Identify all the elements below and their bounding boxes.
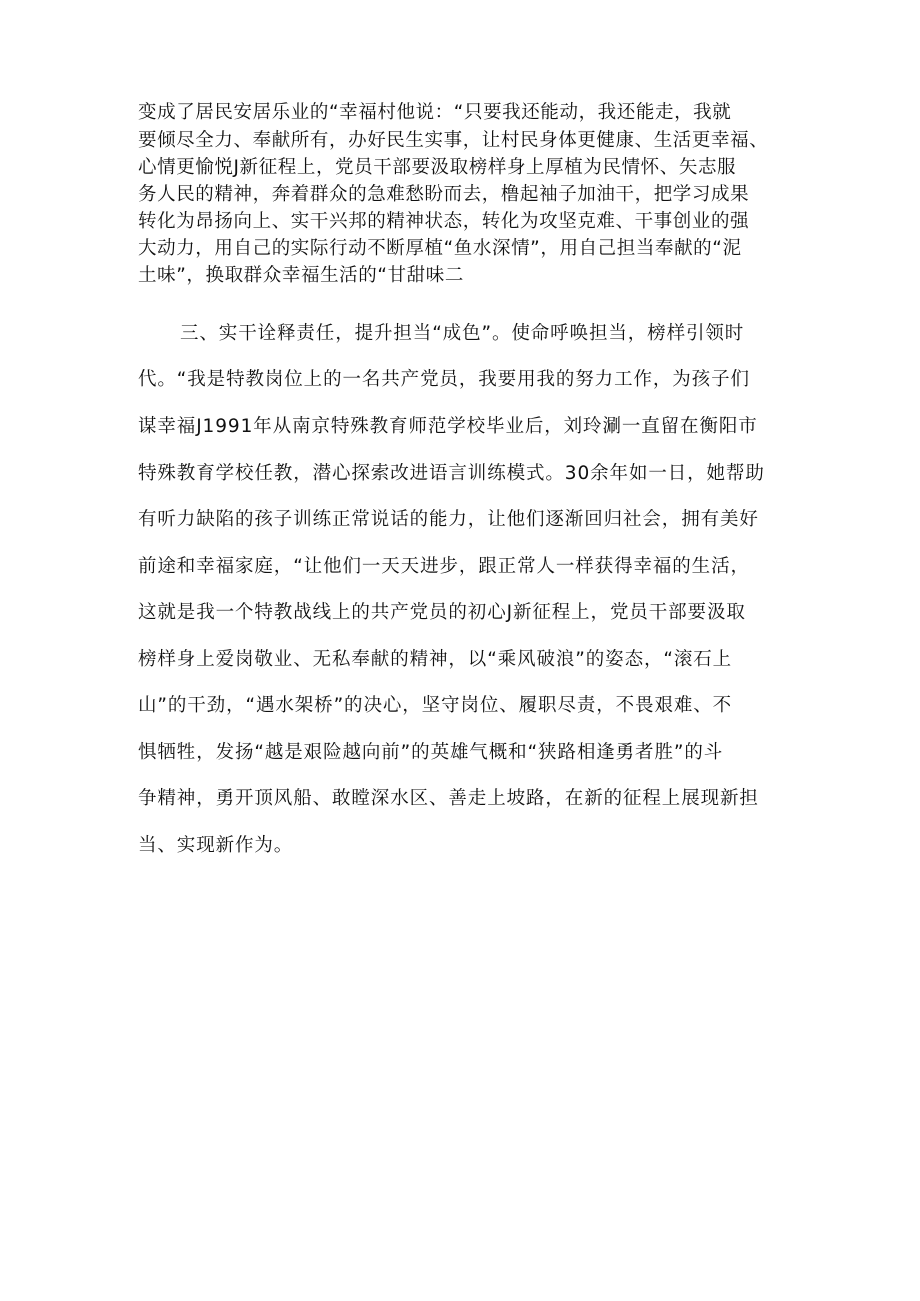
paragraph-2-line: 榜样身上爱岗敬业、无私奉献的精神，以“乘风破浪”的姿态，“滚石上 (138, 649, 733, 670)
paragraph-2-line: 山”的干劲，“遇水架桥”的决心，坚守岗位、履职尽责，不畏艰难、不 (138, 695, 733, 716)
paragraph-1-line: 心情更愉悦J新征程上，党员干部要汲取榜样身上厚植为民情怀、矢志服 (138, 157, 737, 178)
paragraph-1-line: 变成了居民安居乐业的“幸福村他说：“只要我还能动，我还能走，我就 (138, 102, 732, 123)
paragraph-2-line: 前途和幸福家庭，“让他们一天天进步，跟正常人一样获得幸福的生活， (138, 556, 750, 577)
paragraph-1-line: 转化为昂扬向上、实干兴邦的精神状态，转化为攻坚克难、干事创业的强 (138, 211, 750, 232)
paragraph-1-line: 大动力，用自己的实际行动不断厚植“鱼水深情”，用自己担当奉献的“泥 (138, 238, 742, 259)
paragraph-2-line: 惧牺牲，发扬“越是艰险越向前”的英雄气概和“狭路相逢勇者胜”的斗 (138, 742, 724, 763)
paragraph-1-line: 务人民的精神，奔着群众的急难愁盼而去，橹起袖子加油干，把学习成果 (138, 184, 750, 205)
paragraph-2-line: 代。“我是特教岗位上的一名共产党员，我要用我的努力工作，为孩子们 (138, 369, 750, 390)
paragraph-2-line: 有听力缺陷的孩子训练正常说话的能力，让他们逐渐回归社会，拥有美好 (138, 509, 759, 530)
paragraph-2-line: 三、实干诠释责任，提升担当“成色”。使命呼唤担当，榜样引领时 (180, 323, 745, 344)
paragraph-2-line: 这就是我一个特教战线上的共产党员的初心J新征程上，党员干部要汲取 (138, 602, 746, 623)
paragraph-2-line: 争精神，勇开顶风船、敢瞠深水区、善走上坡路，在新的征程上展现新担 (138, 788, 759, 809)
paragraph-2-line: 谋幸福J1991年从南京特殊教育师范学校毕业后，刘玲涮一直留在衡阳市 (138, 416, 758, 437)
paragraph-2-line: 特殊教育学校任教，潜心探索改进语言训练模式。30余年如一日，她帮助 (138, 463, 765, 484)
paragraph-1-line: 土味”，换取群众幸福生活的“甘甜味二 (138, 265, 464, 286)
paragraph-1-line: 要倾尽全力、奉献所有，办好民生实事，让村民身体更健康、生活更幸福、 (138, 130, 769, 151)
paragraph-2-line: 当、实现新作为。 (138, 835, 294, 856)
